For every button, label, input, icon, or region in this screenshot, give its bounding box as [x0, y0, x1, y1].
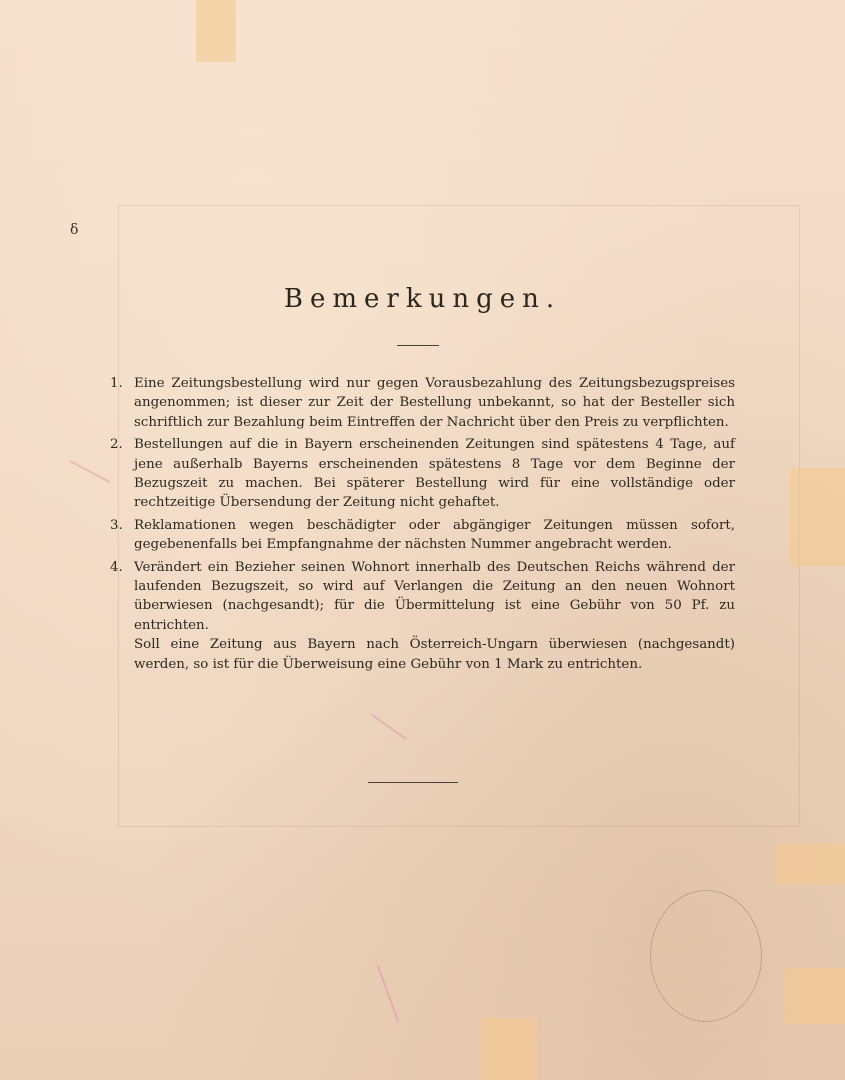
remark-text: Bestellungen auf die in Bayern erscheinenden Zeitungen sind spätestens 4 Tage, auf jene außerhalb Bayerns erscheinenden spätestens 8 Tage vor dem Beginne der Bezugszeit zu machen. Bei späterer Bestellung wird für eine vollständige oder rechtzeitige Übersendung der Zeitung nicht gehaftet. [134, 437, 735, 511]
closing-rule [368, 782, 458, 783]
tape-strip-right-middle [790, 468, 845, 566]
remark-item [110, 516, 735, 555]
remark-text-continued: Soll eine Zeitung aus Bayern nach Österreich-Ungarn überwiesen (nachgesandt) werden, so ist für die Überweisung eine Gebühr von 1 Mark zu entrichten. [134, 637, 735, 672]
corner-mark: ẟ [70, 222, 79, 238]
page-title: Bemerkungen. [283, 284, 562, 314]
remark-number: 1. [110, 376, 123, 391]
tape-strip-right-bottom [784, 968, 845, 1024]
remark-item [110, 435, 735, 513]
remark-number: 2. [110, 437, 123, 453]
pink-ink-mark [377, 966, 399, 1023]
faded-postmark-stamp [650, 890, 762, 1022]
remark-number: 3. [110, 517, 123, 533]
tape-strip-bottom [482, 1018, 538, 1080]
remark-item [110, 374, 735, 432]
title-underline [397, 345, 439, 346]
remark-text: Verändert ein Bezieher seinen Wohnort innerhalb des Deutschen Reichs während der laufenden Bezugszeit, so wird auf Verlangen die Zeitung an den neuen Wohnort überwiesen (nachgesandt); für die Übermittelung ist eine Gebühr von 50 Pf. zu entrichten. [134, 559, 735, 633]
remark-item [110, 558, 735, 674]
pink-ink-mark [70, 460, 111, 483]
remark-text: Eine Zeitungsbestellung wird nur gegen Vorausbezahlung des Zeitungsbezugspreises angenommen; ist dieser zur Zeit der Bestellung unbekannt, so hat der Besteller sich schriftlich zur Bezahlung beim Eintreffen der Nachricht über den Preis zu verpflichten. [134, 376, 735, 430]
tape-strip-top [196, 0, 236, 62]
tape-strip-right-lower [776, 843, 845, 885]
remarks-list [110, 374, 735, 677]
remark-number: 4. [110, 559, 123, 575]
remark-text: Reklamationen wegen beschädigter oder abgängiger Zeitungen müssen sofort, gegebenenfalls bei Empfangnahme der nächsten Nummer angebracht werden. [134, 517, 735, 553]
